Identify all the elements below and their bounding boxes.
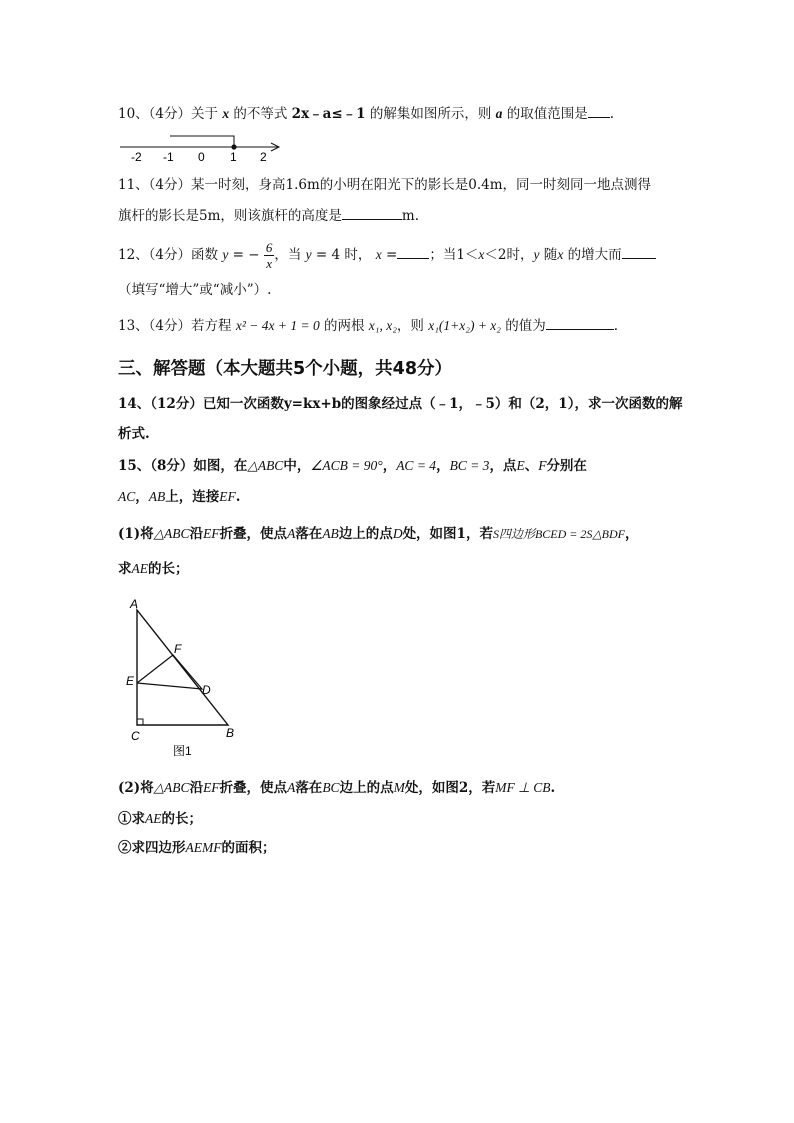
q10-text	[118, 103, 614, 124]
q15-sub2	[118, 838, 276, 858]
q12-x1: x	[375, 247, 382, 262]
q15-part2-line1	[118, 778, 555, 798]
tick-label-1: 1	[230, 150, 237, 164]
q15-p1-D: D	[392, 526, 403, 541]
q15-l2b: 上，连接	[165, 489, 220, 505]
q10-answer-blank[interactable]	[588, 103, 610, 118]
q12-prefix: 12、（4分）函数	[118, 247, 219, 263]
q10-mid2: 的解集如图所示，则	[369, 106, 492, 122]
q15-p1-AB: AB	[322, 526, 339, 541]
q12-answer-blank-1[interactable]	[397, 244, 429, 259]
q15-line2	[118, 487, 240, 507]
q11-answer-blank[interactable]	[342, 205, 402, 220]
q12-line2	[118, 280, 271, 300]
q15-sub1	[118, 809, 202, 829]
q12-x2: x	[478, 247, 485, 262]
q14-line1-text: 14、（12分）已知一次函数y=kx+b的图象经过点（﹣1，﹣5）和（2，1），求一次函数的解	[118, 396, 683, 412]
q10-suffix: 的取值范围是	[506, 106, 588, 122]
q15-part1-line1	[118, 524, 638, 544]
q13-equation: x² − 4x + 1 = 0	[235, 318, 320, 333]
q13-suffix: 的值为	[505, 318, 546, 334]
q14-line1	[118, 394, 682, 414]
q12-line1	[118, 240, 656, 271]
right-angle-mark	[137, 719, 143, 725]
tick-label-0: 0	[198, 150, 205, 164]
q12-t6: 随	[539, 247, 558, 263]
q15-part1-line2	[118, 559, 189, 579]
q12-eq: = −	[228, 247, 260, 263]
q11-unit: m.	[401, 208, 419, 224]
q15-p2-ef: EF	[203, 780, 220, 795]
q15-sub2-quad: AEMF	[185, 840, 222, 855]
q15-p1-ef: EF	[203, 526, 220, 541]
label-F: F	[174, 642, 182, 656]
label-C: C	[131, 729, 140, 743]
q15-l1c: ，点	[489, 458, 517, 474]
q15-p1g: ，	[624, 526, 639, 542]
q10-number-line	[118, 130, 288, 164]
q13-text	[118, 315, 618, 336]
q13-answer-blank[interactable]	[546, 315, 614, 330]
q15-p1d: 落在	[295, 526, 323, 542]
q13-prefix: 13、（4分）若方程	[118, 318, 232, 334]
q15-p2b: 沿	[189, 780, 204, 796]
q15-sub1b: 的长；	[161, 811, 202, 827]
q15-p2f: 处，如图2，若	[404, 780, 496, 796]
fold-lines	[137, 655, 202, 689]
q12-t2: = 4 时，	[311, 247, 372, 263]
q12-y3: y	[533, 247, 540, 262]
q15-p2-tri: △ABC	[153, 780, 190, 795]
q15-tri: △ABC	[247, 458, 284, 473]
q15-e: E	[516, 458, 525, 473]
q13-expression: x₁(1+x₂) + x₂	[428, 318, 501, 333]
q15-line1	[118, 456, 587, 476]
q15-p2d: 落在	[295, 780, 323, 796]
q10-var-x: x	[222, 106, 230, 121]
q10-mid: 的不等式	[233, 106, 288, 122]
q14-line2-text: 析式.	[118, 426, 150, 442]
q15-bc: BC = 3	[449, 458, 490, 473]
q15-c1: ，	[382, 458, 397, 474]
q15-sub1a: ①求	[118, 811, 145, 827]
q15-p1-AE: AE	[131, 561, 148, 576]
q10-prefix: 10、（4分）关于	[118, 106, 219, 122]
q12-t3: =	[381, 247, 398, 263]
tick-label-neg1: -1	[163, 150, 174, 164]
q12-t5: ＜2时，	[484, 247, 534, 263]
q12-y2: y	[305, 247, 312, 262]
q12-answer-blank-2[interactable]	[622, 244, 656, 259]
q15-l2a: ，	[135, 489, 149, 505]
q15-l2-ac: AC	[118, 489, 136, 504]
label-B: B	[226, 726, 235, 740]
q15-sub2b: 的面积；	[221, 840, 276, 856]
q15-p1-l2a: 求	[118, 561, 132, 577]
q13-mid: 的两根	[324, 318, 365, 334]
q15-p2e: 边上的点	[339, 780, 394, 796]
q15-c2: ，	[436, 458, 450, 474]
q15-p1-condition: S四边形BCED = 2S△BDF	[492, 527, 625, 541]
section3-heading: 三、解答题（本大题共5个小题，共48分）	[118, 359, 453, 379]
q15-p2-end: .	[550, 780, 556, 796]
q12-numerator: 6	[265, 240, 273, 255]
tick-label-2: 2	[260, 150, 267, 164]
label-D: D	[202, 683, 211, 697]
q15-p2-condition: MF ⊥ CB	[495, 780, 551, 795]
q10-end: .	[609, 106, 615, 122]
q13-roots: x₁, x₂	[368, 318, 397, 333]
solution-endpoint-dot	[231, 144, 236, 149]
q13-mid2: ，则	[396, 318, 424, 334]
q12-y: y	[222, 247, 229, 262]
q15-l2-end: .	[235, 489, 241, 505]
label-A: A	[130, 597, 139, 611]
solution-ray	[170, 136, 234, 147]
q15-sub2a: ②求四边形	[118, 840, 186, 856]
q15-p1-A: A	[287, 526, 296, 541]
q11-line1	[118, 175, 651, 195]
q15-p2-M: M	[393, 780, 405, 795]
q11-line2-text: 旗杆的影长是5m，则该旗杆的高度是	[118, 208, 342, 224]
q15-p1c: 折叠，使点	[219, 526, 288, 542]
q15-f: F	[538, 458, 547, 473]
q15-l2-ef: EF	[219, 489, 236, 504]
q12-denominator: x	[266, 256, 272, 271]
q15-p1b: 沿	[189, 526, 204, 542]
q15-p1a: (1)将	[118, 526, 154, 542]
q14-line2	[118, 424, 150, 444]
q15-l1d: 分别在	[546, 458, 587, 474]
q12-x3: x	[557, 247, 564, 262]
q15-ac: AC = 4	[396, 458, 437, 473]
q15-c3: 、	[524, 458, 539, 474]
q10-inequality: 2x﹣a≤﹣1	[291, 106, 366, 122]
label-E: E	[126, 674, 135, 688]
q15-sub1-AE: AE	[145, 811, 162, 826]
tick-label-neg2: -2	[131, 150, 142, 164]
q12-line2-text: （填写“增大”或“减小”）.	[118, 282, 272, 298]
q11-line2	[118, 205, 419, 226]
q15-p2-A: A	[287, 780, 296, 795]
q15-l2-ab: AB	[148, 489, 166, 504]
q15-p2a: (2)将	[118, 780, 154, 796]
q15-p1e: 边上的点	[338, 526, 393, 542]
q15-l1a: 15、（8分）如图，在	[118, 458, 248, 474]
q12-t7: 的增大而	[563, 247, 622, 263]
q15-angle: ∠ACB = 90°	[310, 458, 383, 473]
q15-p2-BC: BC	[322, 780, 340, 795]
q15-p1-tri: △ABC	[153, 526, 190, 541]
figure1	[118, 592, 248, 762]
q15-p1f: 处，如图1，若	[402, 526, 493, 542]
q12-t1: ，当	[274, 247, 302, 263]
q12-fraction	[264, 240, 275, 271]
q13-end: .	[613, 318, 619, 334]
q15-l1b: 中，	[283, 458, 311, 474]
figure1-caption: 图1	[173, 744, 192, 758]
q15-p2c: 折叠，使点	[219, 780, 288, 796]
triangle-abc	[137, 610, 228, 725]
q15-p1-l2b: 的长；	[148, 561, 189, 577]
q10-var-a: a	[495, 106, 503, 121]
q12-t4: ；当1＜	[429, 247, 479, 263]
q11-line1-text: 11、（4分）某一时刻，身高1.6m的小明在阳光下的影长是0.4m，同一时刻同一地点测得	[118, 177, 652, 193]
